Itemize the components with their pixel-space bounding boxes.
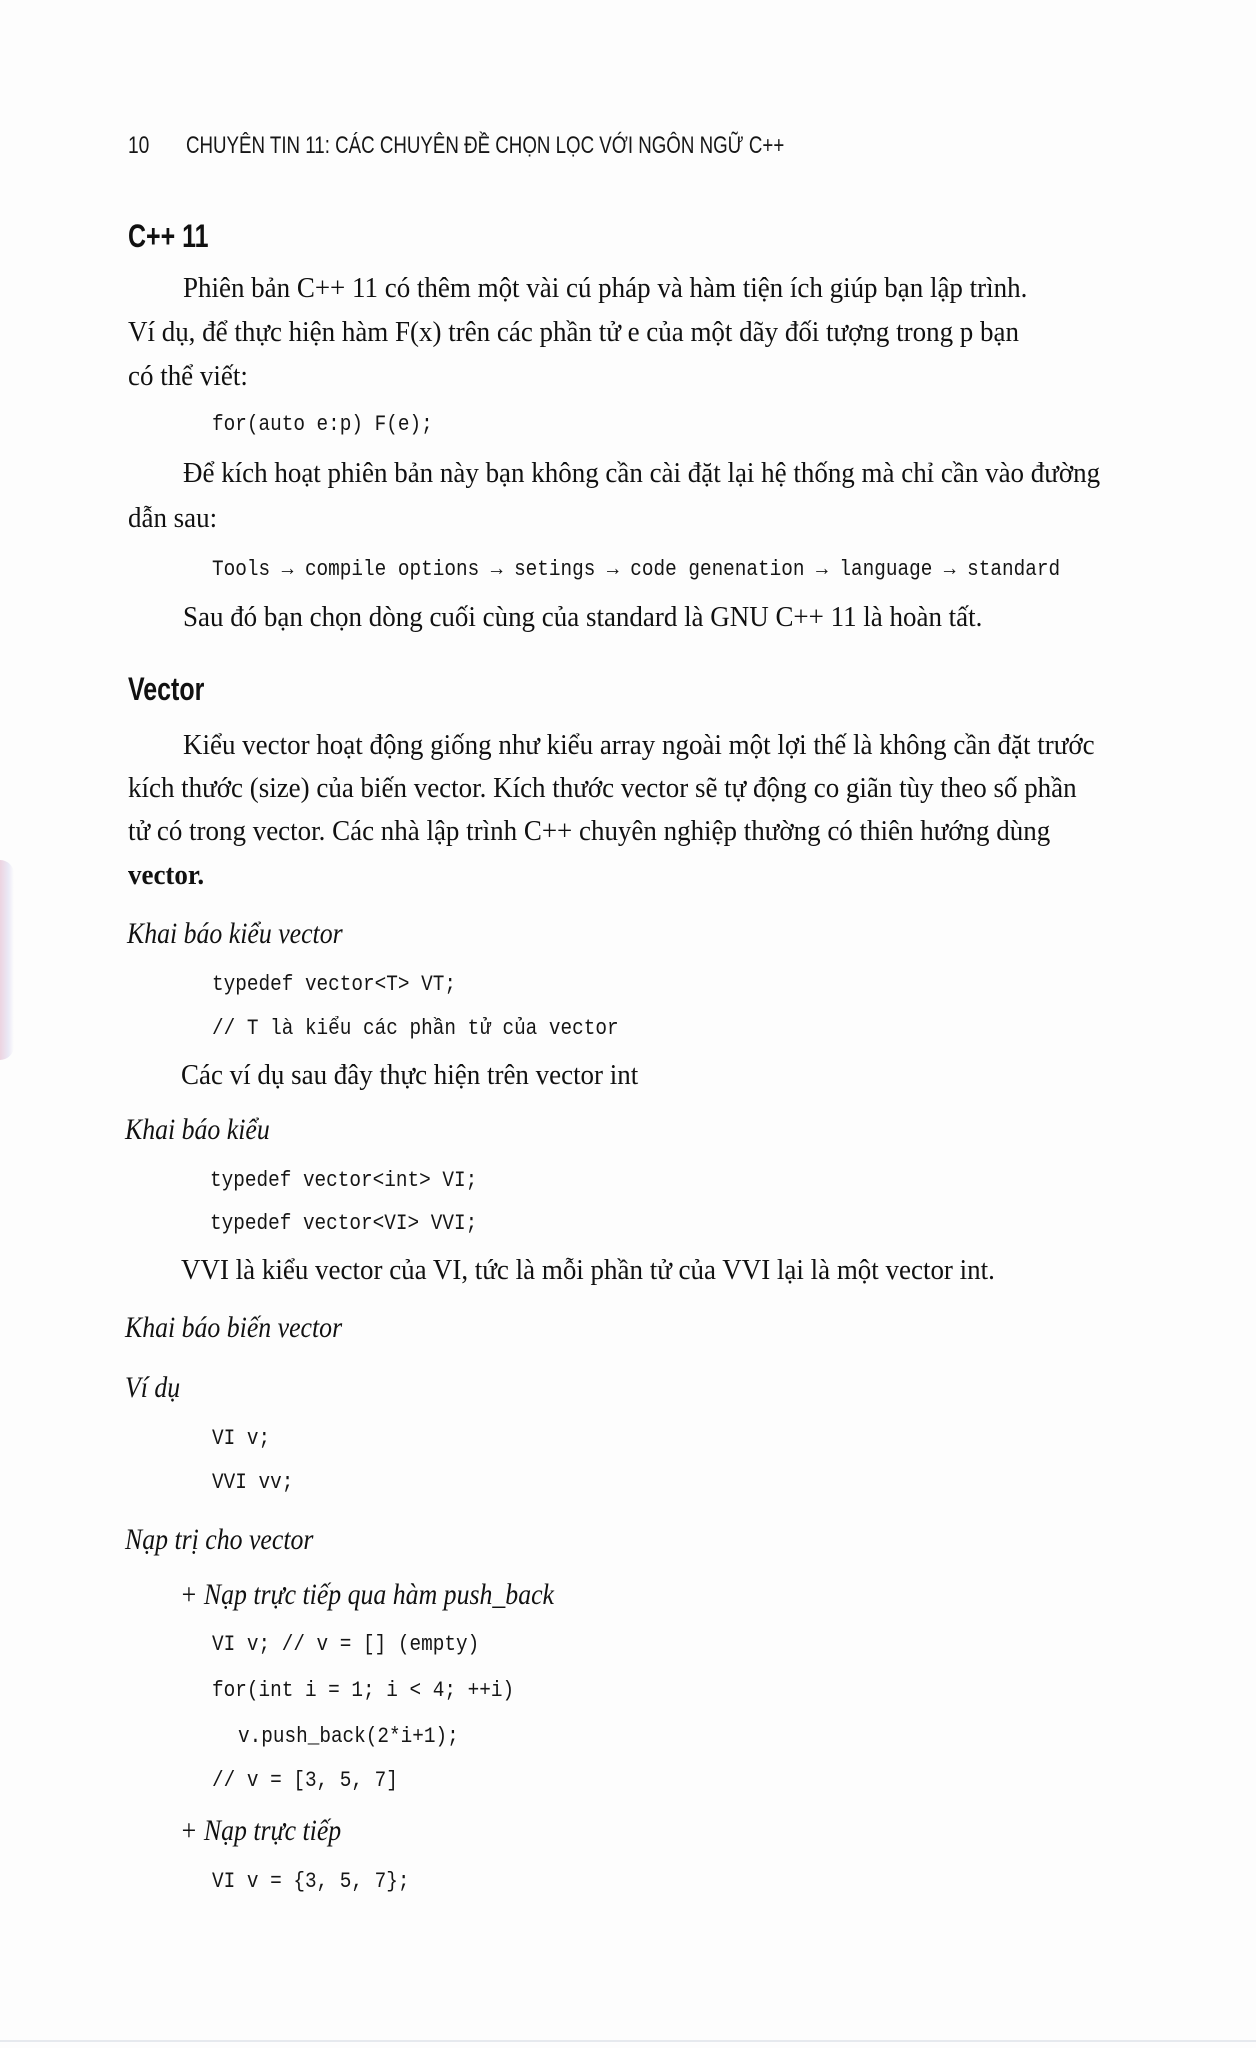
subheading-assign-values: Nạp trị cho vector: [125, 1523, 314, 1556]
paragraph-line: Ví dụ, để thực hiện hàm F(x) trên các phần tử e của một dãy đối tượng trong p bạn: [128, 316, 1019, 348]
section-heading-vector: Vector: [128, 671, 205, 707]
paragraph-line: dẫn sau:: [128, 502, 218, 534]
code-line: typedef vector<T> VT;: [212, 972, 456, 997]
paragraph-line: VVI là kiểu vector của VI, tức là mỗi phần tử của VVI lại là một vector int.: [181, 1254, 995, 1286]
page-number: 10: [128, 132, 150, 159]
subheading-variable-declaration: Khai báo biến vector: [125, 1311, 343, 1344]
subheading-type-declaration: Khai báo kiểu: [125, 1113, 270, 1146]
code-line: VI v = {3, 5, 7};: [212, 1869, 410, 1894]
code-line: // T là kiểu các phần tử của vector: [212, 1016, 619, 1041]
code-line: // v = [3, 5, 7]: [212, 1768, 398, 1793]
paragraph-line: Các ví dụ sau đây thực hiện trên vector int: [181, 1059, 639, 1091]
paragraph-line: Phiên bản C++ 11 có thêm một vài cú pháp và hàm tiện ích giúp bạn lập trình.: [183, 272, 1028, 304]
bullet-push-back: + Nạp trực tiếp qua hàm push_back: [180, 1578, 555, 1611]
paragraph-line: Để kích hoạt phiên bản này bạn không cần cài đặt lại hệ thống mà chỉ cần vào đường: [183, 457, 1101, 489]
section-heading-cpp11: C++ 11: [128, 218, 209, 254]
page-bottom-edge: [0, 2040, 1256, 2042]
code-line: VI v;: [212, 1426, 271, 1451]
menu-path-code: Tools → compile options → setings → code genenation → language → standard: [212, 557, 1061, 582]
code-line: for(auto e:p) F(e);: [212, 412, 433, 437]
code-line: for(int i = 1; i < 4; ++i): [212, 1678, 515, 1703]
code-line: v.push_back(2*i+1);: [238, 1724, 459, 1749]
paragraph-line: Kiểu vector hoạt động giống như kiểu array ngoài một lợi thế là không cần đặt trước: [183, 729, 1095, 761]
code-line: VVI vv;: [212, 1470, 294, 1495]
paragraph-line: tử có trong vector. Các nhà lập trình C++ chuyên nghiệp thường có thiên hướng dùng: [128, 815, 1051, 847]
code-line: typedef vector<int> VI;: [210, 1168, 478, 1193]
paragraph-line: Sau đó bạn chọn dòng cuối cùng của standard là GNU C++ 11 là hoàn tất.: [183, 601, 983, 633]
subheading-example: Ví dụ: [125, 1371, 181, 1404]
bullet-direct-init: + Nạp trực tiếp: [180, 1814, 342, 1847]
page-edge-shadow: [0, 860, 14, 1060]
paragraph-line: kích thước (size) của biến vector. Kích thước vector sẽ tự động co giãn tùy theo số phần: [128, 772, 1077, 804]
subheading-vector-type: Khai báo kiểu vector: [127, 917, 343, 950]
code-line: VI v; // v = [] (empty): [212, 1632, 480, 1657]
paragraph-line: vector.: [128, 859, 205, 891]
code-line: typedef vector<VI> VVI;: [210, 1211, 478, 1236]
running-title: CHUYÊN TIN 11: CÁC CHUYÊN ĐỀ CHỌN LỌC VỚI NGÔN NGỮ C++: [186, 132, 785, 159]
paragraph-line: có thể viết:: [128, 360, 248, 392]
